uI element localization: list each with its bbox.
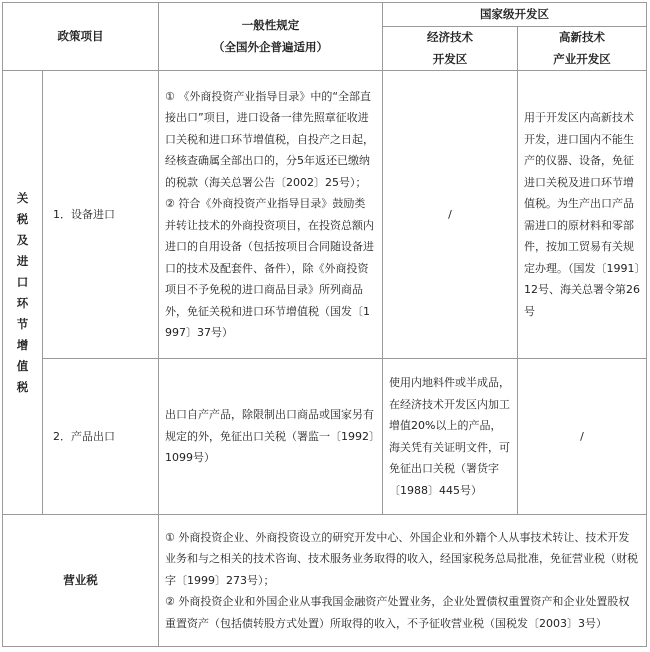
header-general-rule <box>159 3 383 71</box>
product-export-htidz: / <box>518 359 647 515</box>
business-tax-item-2: ② 外商投资企业和外国企业从事我国金融资产处置业务，企业处置债权重置资产和企业处置股权重置资产（包括债转股方式处置）所取得的收入，不予征收营业税（国税发〔2003〕3号） <box>165 595 630 630</box>
table-row-product-export <box>3 359 647 515</box>
header-general-rule-line1: 一般性规定 <box>241 18 300 32</box>
equipment-import-etdz: / <box>383 71 518 359</box>
header-etdz-line1: 经济技术 <box>427 30 473 44</box>
tariff-label: 关税及进口环节增值税 <box>3 71 43 515</box>
header-policy-item: 政策项目 <box>3 3 159 71</box>
product-export-label: 2．产品出口 <box>43 359 159 515</box>
header-htidz-line2: 产业开发区 <box>553 51 611 66</box>
product-export-general: 出口自产产品，除限制出口商品或国家另有规定的外，免征出口关税（署监一〔1992〕1099号） <box>159 359 383 515</box>
business-tax-item-1: ① 外商投资企业、外商投资设立的研究开发中心、外国企业和外籍个人从事技术转让、技术开发业务和与之相关的技术咨询、技术服务业务取得的收入，经国家税务总局批准，免征营业税（财税字〔1999〕273号）； <box>165 530 638 587</box>
table-row-business-tax <box>3 515 647 647</box>
policy-table <box>2 2 647 647</box>
business-tax-label: 营业税 <box>3 515 159 647</box>
equipment-import-general <box>159 71 383 359</box>
header-htidz-line1: 高新技术 <box>559 30 605 44</box>
equipment-import-label: 1．设备进口 <box>43 71 159 359</box>
header-htidz <box>518 27 647 71</box>
business-tax-content <box>159 515 647 647</box>
equipment-general-item-2: ② 符合《外商投资产业指导目录》鼓励类并转让技术的外商投资项目，在投资总额内进口的自用设备（包括按项目合同随设备进口的技术及配套件、备件），除《外商投资项目不予免税的进口商品目录》所列商品外，免征关税和进口环节增值税（国发〔1997〕37号） <box>165 197 374 339</box>
equipment-general-item-1: ① 《外商投资产业指导目录》中的“全部直接出口”项目，进口设备一律先照章征收进口关税和进口环节增值税，自投产之日起，经核查确属全部出口的，分5年返还已缴纳的税款（海关总署公告〔2002〕25号）； <box>165 89 374 189</box>
product-export-etdz: 使用内地料件或半成品，在经济技术开发区内加工增值20%以上的产品，海关凭有关证明文件，可免征出口关税（署货字〔1988〕445号） <box>383 359 518 515</box>
header-etdz-line2: 开发区 <box>432 51 468 66</box>
header-general-rule-line2: （全国外企普遍适用） <box>213 39 328 54</box>
header-national-zone: 国家级开发区 <box>383 3 647 27</box>
table-row-equipment-import <box>3 71 647 359</box>
equipment-import-htidz: 用于开发区内高新技术开发，进口国内不能生产的仪器、设备，免征进口关税及进口环节增值税。为生产出口产品需进口的原材料和零部件，按加工贸易有关规定办理。（国发〔1991〕12号、海关总署令第26号 <box>518 71 647 359</box>
header-etdz <box>383 27 518 71</box>
